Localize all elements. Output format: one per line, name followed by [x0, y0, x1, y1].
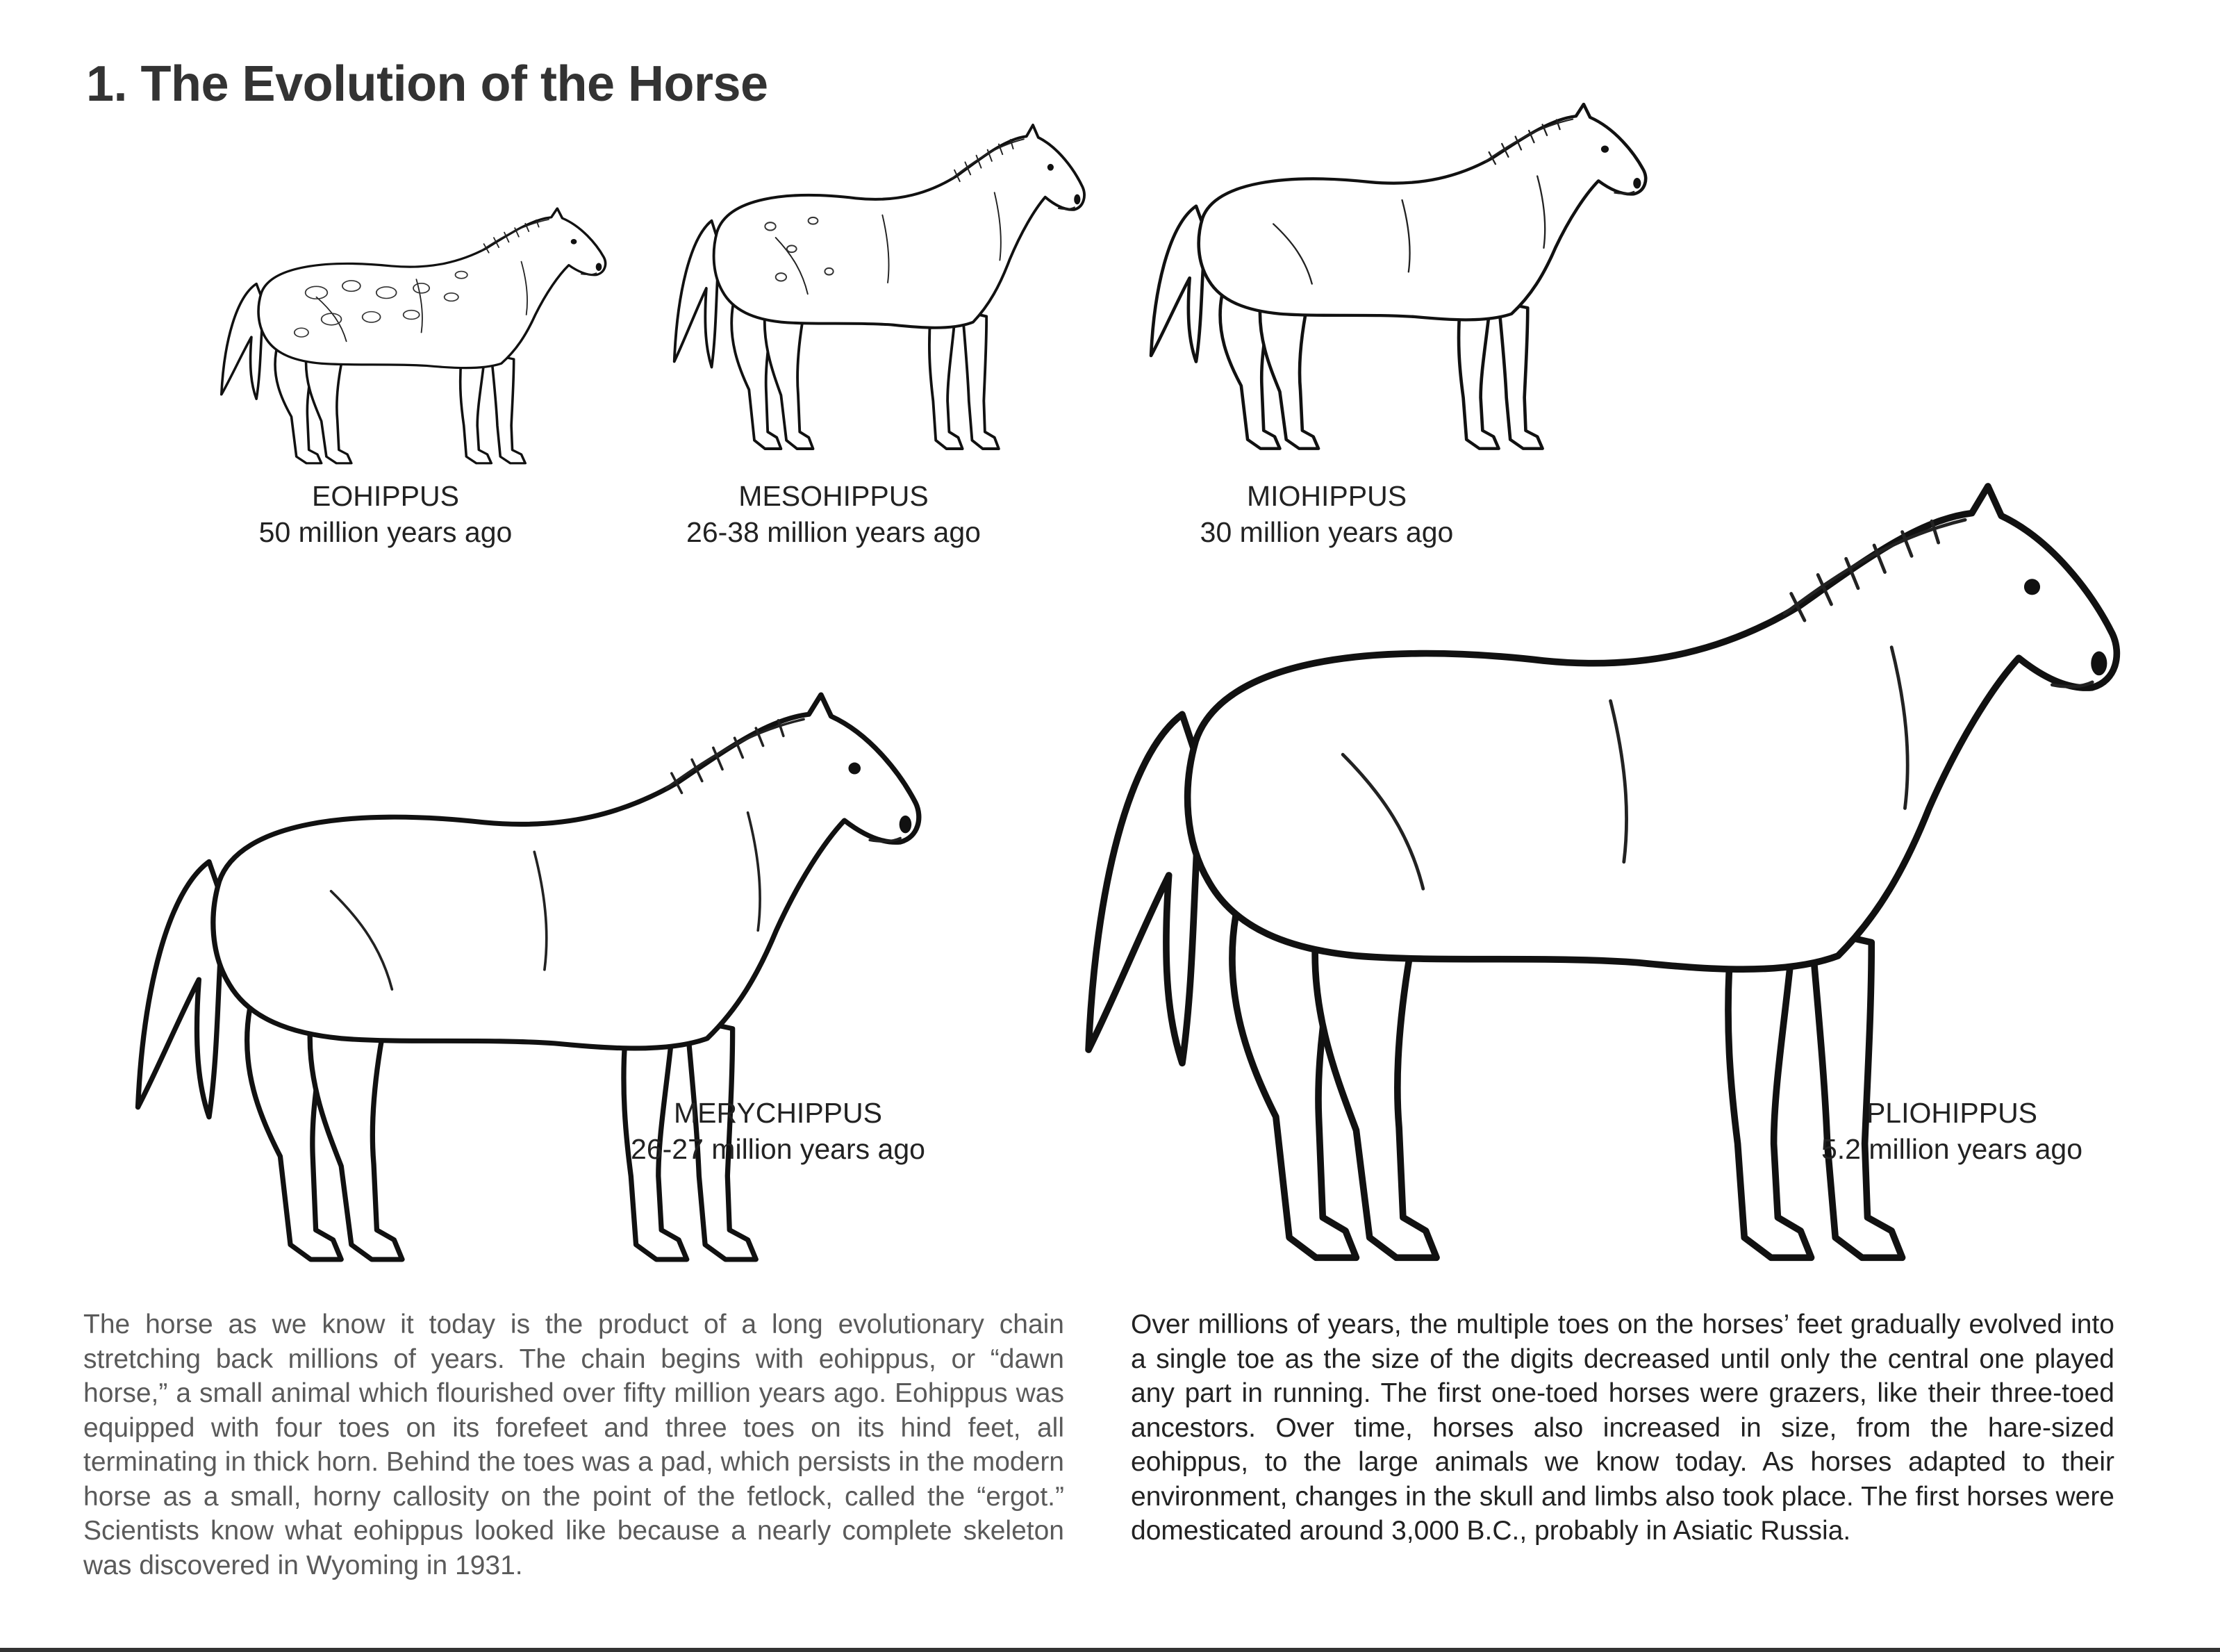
merychippus-name: MERYCHIPPUS	[674, 1097, 882, 1129]
body-text-right: Over millions of years, the multiple toes on the horses’ feet gradually evolved into a single toe as the size of the digits decreased until only the central one played any part in running. The first one-toed horses were grazers, like their three-toed ancestors. Over time, horses also increased in size, from the hare-sized eohippus, to the large animals we know today. As horses adapted to their environment, changes in the skull and limbs also took place. The first horses were domesticated around 3,000 B.C., probably in Asiatic Russia.	[1131, 1310, 2114, 1546]
mesohippus-illustration	[653, 125, 1091, 452]
pliohippus-name: PLIOHIPPUS	[1866, 1097, 2038, 1129]
miohippus-name: MIOHIPPUS	[1246, 480, 1407, 512]
eohippus-age: 50 million years ago	[258, 516, 513, 548]
merychippus-illustration	[97, 695, 931, 1264]
body-text-left: The horse as we know it today is the product of a long evolutionary chain stretching back millions of years. The chain begins with eohippus, or “dawn horse,” a small animal which flourished over fifty million years ago. Eohippus was equipped with four toes on its forefeet and three toes on its hind feet, all terminating in thick horn. Behind the toes was a pad, which persists in the modern horse as a small, horny callosity on the point of the fetlock, called the “ergot.” Scientists know what eohippus looked like because a nearly complete skeleton was discovered in Wyoming in 1931.	[83, 1310, 1064, 1580]
merychippus-caption	[604, 1095, 952, 1167]
mesohippus-name: MESOHIPPUS	[738, 480, 929, 512]
pliohippus-caption	[1778, 1095, 2126, 1167]
pliohippus-age: 5.2 million years ago	[1821, 1133, 2083, 1165]
eohippus-illustration	[201, 208, 611, 465]
merychippus-age: 26-27 million years ago	[631, 1133, 925, 1165]
mesohippus-age: 26-38 million years ago	[686, 516, 981, 548]
eohippus-caption	[229, 478, 542, 550]
mesohippus-caption	[660, 478, 1007, 550]
eohippus-name: EOHIPPUS	[312, 480, 459, 512]
page-title: 1. The Evolution of the Horse	[86, 56, 768, 112]
miohippus-illustration	[1125, 104, 1653, 452]
miohippus-age: 30 million years ago	[1200, 516, 1454, 548]
bottom-rule	[0, 1648, 2220, 1652]
